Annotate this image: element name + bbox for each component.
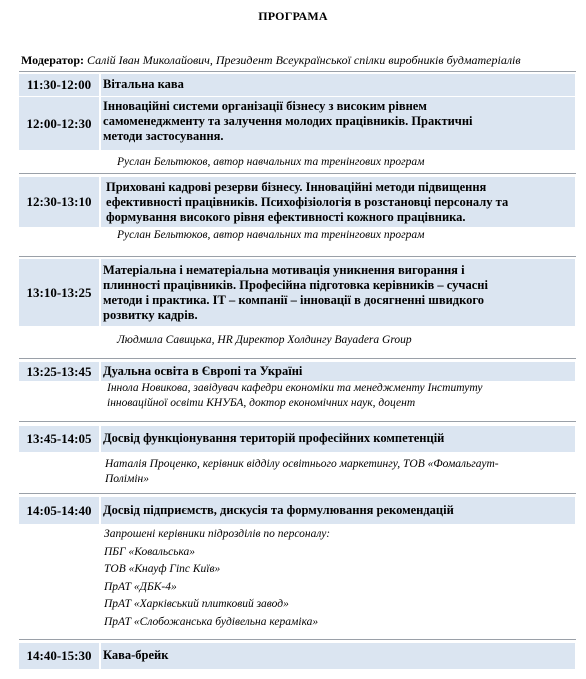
session-topic	[101, 259, 575, 326]
divider	[19, 421, 576, 422]
speaker-line: ПБГ «Ковальська»	[104, 545, 196, 558]
topic-line: ефективності працівників. Психофізіологія в розстановці персоналу та	[106, 195, 509, 209]
session-time: 12:30-13:10	[19, 177, 99, 227]
topic-line: Дуальна освіта в Європі та Україні	[103, 364, 303, 378]
speaker-line: Іннола Новикова, завідувач кафедри економіки та менеджменту Інституту	[107, 382, 483, 394]
session-speaker	[105, 457, 499, 487]
speaker-line: ПрАТ «ДБК-4»	[104, 580, 177, 593]
topic-line: методи застосування.	[103, 129, 224, 143]
speaker-line: Людмила Савицька, HR Директор Холдингу Bayadera Group	[117, 334, 412, 346]
divider	[19, 358, 576, 359]
session-speaker	[104, 526, 330, 632]
speaker-line: ПрАТ «Харківський плитковий завод»	[104, 598, 289, 611]
divider	[19, 173, 576, 174]
divider	[19, 639, 576, 640]
session-time: 13:10-13:25	[19, 259, 99, 326]
session-topic	[101, 426, 575, 452]
topic-line: самоменеджменту та залучення молодих працівників. Практичні	[103, 114, 473, 128]
speaker-line: Наталія Проценко, керівник відділу освітнього маркетингу, ТОВ «Фомальгаут-	[105, 458, 499, 470]
session-time: 13:25-13:45	[19, 362, 99, 381]
session-time: 12:00-12:30	[19, 97, 99, 150]
session-speaker	[117, 333, 412, 348]
speaker-line: інноваційної освіти КНУБА, доктор економічних наук, доцент	[107, 397, 416, 409]
session-topic	[101, 97, 575, 150]
speaker-line: Запрошені керівники підрозділів по персоналу:	[104, 528, 331, 540]
divider	[19, 71, 576, 72]
session-speaker	[117, 228, 424, 243]
moderator-line	[21, 53, 581, 68]
session-time: 14:40-15:30	[19, 643, 99, 669]
divider	[19, 256, 576, 257]
speaker-line: Полімін»	[105, 473, 149, 485]
topic-line: Приховані кадрові резерви бізнесу. Інноваційні методи підвищення	[106, 180, 487, 194]
topic-line: Кава-брейк	[103, 648, 169, 662]
session-time: 13:45-14:05	[19, 426, 99, 452]
topic-line: Досвід функціонування територій професійних компетенцій	[103, 431, 445, 445]
speaker-line: Руслан Бельтюков, автор навчальних та тренінгових програм	[117, 229, 425, 241]
speaker-line: Руслан Бельтюков, автор навчальних та тренінгових програм	[117, 156, 425, 168]
topic-line: Матеріальна і нематеріальна мотивація уникнення вигорання і	[103, 263, 465, 277]
moderator-label: Модератор:	[21, 53, 84, 67]
page-title: ПРОГРАМА	[258, 9, 328, 23]
topic-line: плинності працівників. Професійна підготовка керівників – сучасні	[103, 278, 488, 292]
speaker-line: ПрАТ «Слобожанська будівельна кераміка»	[104, 615, 319, 628]
session-topic	[101, 497, 575, 524]
speaker-line: ТОВ «Кнауф Гіпс Київ»	[104, 563, 221, 576]
session-topic	[101, 643, 575, 669]
topic-line: Вітальна кава	[103, 77, 184, 91]
session-topic	[101, 74, 575, 96]
topic-line: формування високого рівня ефективності кожного працівника.	[106, 210, 466, 224]
session-time: 14:05-14:40	[19, 497, 99, 524]
session-time: 11:30-12:00	[19, 74, 99, 96]
divider	[19, 493, 576, 494]
topic-line: розвитку кадрів.	[103, 308, 198, 322]
topic-line: Інноваційні системи організації бізнесу з високим рівнем	[103, 99, 427, 113]
session-speaker	[107, 381, 482, 411]
session-topic	[101, 177, 575, 227]
session-topic	[101, 362, 575, 381]
topic-line: Досвід підприємств, дискусія та формулювання рекомендацій	[103, 503, 454, 517]
topic-line: методи і практика. ІТ – компанії – інновації в досягненні швидкого	[103, 293, 485, 307]
session-speaker	[117, 155, 424, 170]
moderator-text: Салій Іван Миколайович, Президент Всеукраїнської спілки виробників будматеріалів	[87, 53, 521, 67]
